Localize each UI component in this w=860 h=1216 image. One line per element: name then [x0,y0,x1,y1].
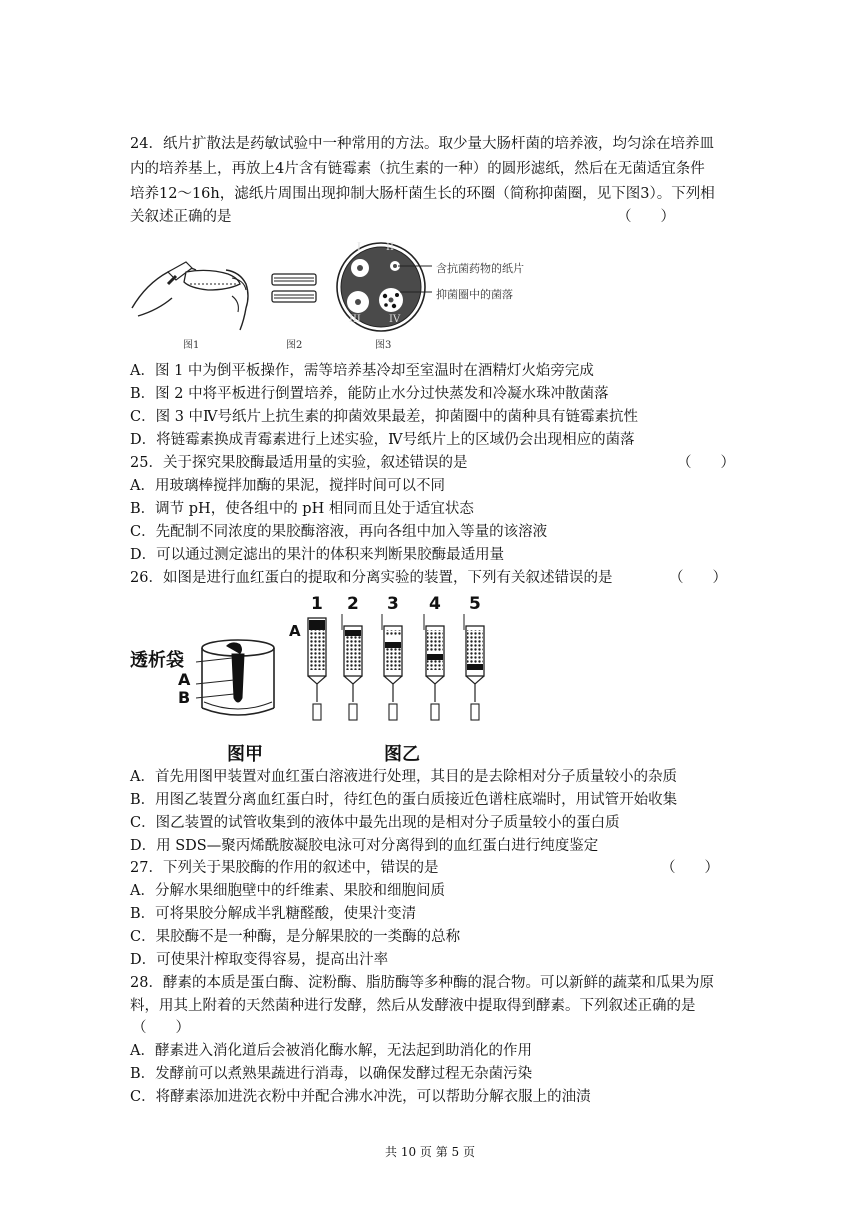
q24-option-c: C．图 3 中Ⅳ号纸片上抗生素的抑菌效果最差，抑菌圈中的菌种具有链霉素抗性 [130,409,639,425]
q24-option-b: B．图 2 中将平板进行倒置培养，能防止水分过快蒸发和冷凝水珠冲散菌落 [130,386,609,402]
q26-stem: 26．如图是进行血红蛋白的提取和分离实验的装置，下列有关叙述错误的是 [130,570,613,586]
q24-figure-2-caption: 图2 [286,340,303,351]
q27-option-c: C．果胶酶不是一种酶，是分解果胶的一类酶的总称 [130,929,461,945]
q28-option-b: B．发酵前可以煮熟果蔬进行消毒，以确保发酵过程无杂菌污染 [130,1066,533,1082]
q26-column-number-5: 5 [469,594,481,614]
q24-figure-3-caption: 图3 [375,340,392,351]
chromatography-column-1 [308,618,326,720]
q27-answer-bracket: （ ） [661,860,719,876]
q26-column-number-4: 4 [429,594,441,614]
q24-answer-bracket: （ ） [617,209,675,225]
q28-answer-bracket: （ ） [132,1020,190,1036]
q26-option-c: C．图乙装置的试管收集到的液体中最先出现的是相对分子质量较小的蛋白质 [130,815,620,831]
q24-option-a: A．图 1 中为倒平板操作，需等培养基冷却至室温时在酒精灯火焰旁完成 [130,363,594,379]
q24-figure-2-inverted-plates [270,272,320,306]
q26-figure-jia-caption: 图甲 [227,744,263,765]
q26-option-d: D．用 SDS—聚丙烯酰胺凝胶电泳可对分离得到的血红蛋白进行纯度鉴定 [130,838,599,854]
q24-figure-3-leader-lines [398,258,434,298]
q27-option-a: A．分解水果细胞壁中的纤维素、果胶和细胞间质 [130,883,445,899]
q24-figure-1-caption: 图1 [183,340,200,351]
q26-column-number-1: 1 [311,594,323,614]
q26-label-b: B [178,688,191,707]
q26-option-b: B．用图乙装置分离血红蛋白时，待红色的蛋白质接近色谱柱底端时，用试管开始收集 [130,792,678,808]
q25-option-d: D．可以通过测定滤出的果汁的体积来判断果胶酶最适用量 [130,547,505,563]
q25-option-b: B．调节 pH，使各组中的 pH 相同而且处于适宜状态 [130,501,474,517]
chromatography-column-5 [464,614,484,720]
q25-stem: 25．关于探究果胶酶最适用量的实验，叙述错误的是 [130,455,468,471]
q24-stem-line-3: 培养12～16h，滤纸片周围出现抑制大肠杆菌生长的环圈（简称抑菌圈，见下图3）。下列相 [130,186,715,202]
q27-option-d: D．可使果汁榨取变得容易，提高出汁率 [130,952,389,968]
q26-column-a-label: A [289,622,301,640]
q24-stem-line-4: 关叙述正确的是 [130,209,232,225]
q26-answer-bracket: （ ） [669,570,727,586]
q26-column-number-2: 2 [347,594,359,614]
q25-option-c: C．先配制不同浓度的果胶酶溶液，再向各组中加入等量的该溶液 [130,524,548,540]
q26-figure-yi-caption: 图乙 [384,744,420,765]
chromatography-column-2 [342,614,362,720]
q26-option-a: A．首先用图甲装置对血红蛋白溶液进行处理，其目的是去除相对分子质量较小的杂质 [130,769,677,785]
q26-label-a: A [178,670,191,689]
q25-answer-bracket: （ ） [677,455,735,471]
q27-option-b: B．可将果胶分解成半乳糖醛酸，使果汁变清 [130,906,417,922]
q25-option-a: A．用玻璃棒搅拌加酶的果泥，搅拌时间可以不同 [130,478,445,494]
q26-figure-yi-columns [302,612,502,722]
q28-stem-line-1: 28．酵素的本质是蛋白酶、淀粉酶、脂肪酶等多种酶的混合物。可以新鲜的蔬菜和瓜果为原 [130,975,714,991]
q24-label-colony-in-zone: 抑菌圈中的菌落 [436,288,513,301]
q24-stem-line-2: 内的培养基上，再放上4片含有链霉素（抗生素的一种）的圆形滤纸，然后在无菌适宜条件 [130,161,705,177]
q28-stem-line-2: 料，用其上附着的天然菌种进行发酵，然后从发酵液中提取得到酵素。下列叙述正确的是 [130,998,696,1014]
q24-roman-label-2: II [386,242,394,253]
page-footer: 共 10 页 第 5 页 [385,1145,475,1159]
q24-roman-label-4: IV [389,314,401,325]
q27-stem: 27．下列关于果胶酶的作用的叙述中，错误的是 [130,860,439,876]
q24-roman-label-3: III [349,314,361,325]
chromatography-column-4 [424,614,444,720]
q28-option-c: C．将酵素添加进洗衣粉中并配合沸水冲洗，可以帮助分解衣服上的油渍 [130,1089,591,1105]
q26-dialysis-bag-label: 透析袋 [130,650,184,671]
q24-label-antibiotic-paper: 含抗菌药物的纸片 [436,262,524,275]
q26-column-number-3: 3 [387,594,399,614]
q24-figure-1-pouring-illustration [128,250,260,342]
chromatography-column-3 [382,614,402,720]
q24-stem-line-1: 24．纸片扩散法是药敏试验中一种常用的方法。取少量大肠杆菌的培养液，均匀涂在培养皿 [130,136,714,152]
q24-option-d: D．将链霉素换成青霉素进行上述实验，Ⅳ号纸片上的区域仍会出现相应的菌落 [130,432,635,448]
q28-option-a: A．酵素进入消化道后会被消化酶水解，无法起到助消化的作用 [130,1043,532,1059]
q24-roman-label-1: I [357,242,361,253]
q26-figure-jia-dialysis-beaker [196,636,286,726]
